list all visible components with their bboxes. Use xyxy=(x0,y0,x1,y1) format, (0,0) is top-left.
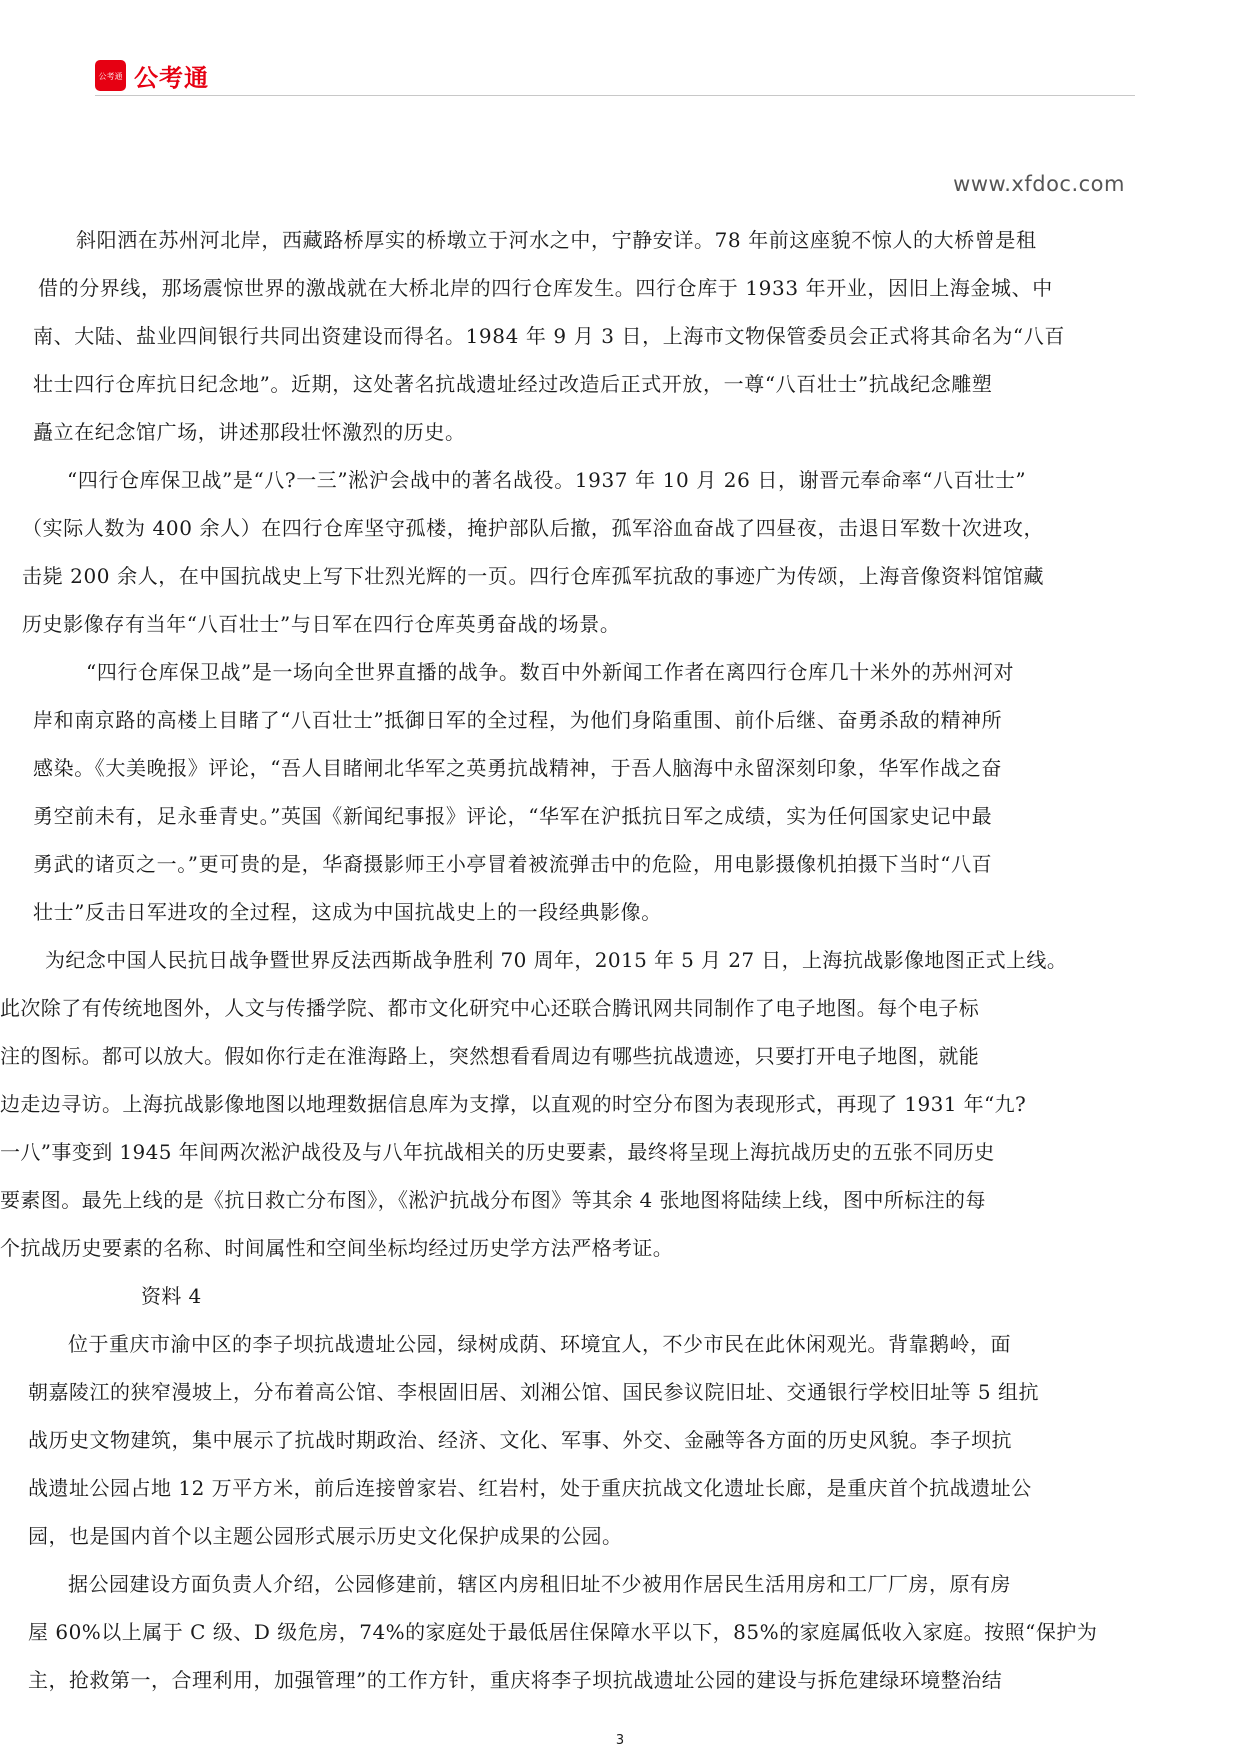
text-line: 个抗战历史要素的名称、时间属性和空间坐标均经过历史学方法严格考证。 xyxy=(0,1236,674,1260)
text-line: （实际人数为 400 余人）在四行仓库坚守孤楼，掩护部队后撤，孤军浴血奋战了四昼夜，击退日军数十次进攻， xyxy=(22,516,1045,540)
text-line: 矗立在纪念馆广场，讲述那段壮怀激烈的历史。 xyxy=(33,420,466,444)
text-line: “四行仓库保卫战”是“八?一三”淞沪会战中的著名战役。1937 年 10 月 26 日，谢晋元奉命率“八百壮士” xyxy=(67,468,1027,492)
text-line: 壮士”反击日军进攻的全过程，这成为中国抗战史上的一段经典影像。 xyxy=(33,900,662,924)
text-line: 勇武的诸页之一。”更可贵的是，华裔摄影师王小亭冒着被流弹击中的危险，用电影摄像机拍摄下当时“八百 xyxy=(33,852,993,876)
text-line: 借的分界线，那场震惊世界的激战就在大桥北岸的四行仓库发生。四行仓库于 1933 年开业，因旧上海金城、中 xyxy=(38,276,1053,300)
page-number: 3 xyxy=(615,1733,625,1748)
text-line: 勇空前未有，足永垂青史。”英国《新闻纪事报》评论，“华军在沪抵抗日军之成绩，实为任何国家史记中最 xyxy=(33,804,993,828)
logo xyxy=(95,58,209,93)
text-line: 主，抢救第一，合理利用，加强管理”的工作方针，重庆将李子坝抗战遗址公园的建设与拆危建绿环境整治结 xyxy=(28,1668,1003,1692)
text-line: 注的图标。都可以放大。假如你行走在淮海路上，突然想看看周边有哪些抗战遗迹，只要打开电子地图，就能 xyxy=(0,1044,980,1068)
text-line: 壮士四行仓库抗日纪念地”。近期，这处著名抗战遗址经过改造后正式开放，一尊“八百壮士”抗战纪念雕塑 xyxy=(33,372,993,396)
text-line: 此次除了有传统地图外，人文与传播学院、都市文化研究中心还联合腾讯网共同制作了电子地图。每个电子标 xyxy=(0,996,980,1020)
text-line: 屋 60%以上属于 C 级、D 级危房，74%的家庭处于最低居住保障水平以下，85%的家庭属低收入家庭。按照“保护为 xyxy=(28,1620,1098,1644)
text-line: 为纪念中国人民抗日战争暨世界反法西斯战争胜利 70 周年，2015 年 5 月 27 日，上海抗战影像地图正式上线。 xyxy=(45,948,1068,972)
text-line: 历史影像存有当年“八百壮士”与日军在四行仓库英勇奋战的场景。 xyxy=(22,612,621,636)
logo-text: 公考通 xyxy=(134,64,209,92)
text-line: “四行仓库保卫战”是一场向全世界直播的战争。数百中外新闻工作者在离四行仓库几十米外的苏州河对 xyxy=(86,660,1015,684)
text-line: 要素图。最先上线的是《抗日救亡分布图》，《淞沪抗战分布图》等其余 4 张地图将陆续上线，图中所标注的每 xyxy=(0,1188,986,1212)
text-line: 感染。《大美晚报》评论，“吾人目睹闸北华军之英勇抗战精神，于吾人脑海中永留深刻印象，华军作战之奋 xyxy=(33,756,1003,780)
section-heading: 资料 4 xyxy=(141,1284,202,1308)
text-line: 位于重庆市渝中区的李子坝抗战遗址公园，绿树成荫、环境宜人，不少市民在此休闲观光。背靠鹅岭，面 xyxy=(68,1332,1011,1356)
text-line: 朝嘉陵江的狭窄漫坡上，分布着高公馆、李根固旧居、刘湘公馆、国民参议院旧址、交通银行学校旧址等 5 组抗 xyxy=(28,1380,1039,1404)
text-line: 南、大陆、盐业四间银行共同出资建设而得名。1984 年 9 月 3 日，上海市文物保管委员会正式将其命名为“八百 xyxy=(33,324,1065,348)
text-line: 一八”事变到 1945 年间两次淞沪战役及与八年抗战相关的历史要素，最终将呈现上海抗战历史的五张不同历史 xyxy=(0,1140,995,1164)
text-line: 边走边寻访。上海抗战影像地图以地理数据信息库为支撑，以直观的时空分布图为表现形式，再现了 1931 年“九? xyxy=(0,1092,1027,1116)
text-line: 据公园建设方面负责人介绍，公园修建前，辖区内房租旧址不少被用作居民生活用房和工厂厂房，原有房 xyxy=(68,1572,1011,1596)
text-line: 战遗址公园占地 12 万平方米，前后连接曾家岩、红岩村，处于重庆抗战文化遗址长廊，是重庆首个抗战遗址公 xyxy=(28,1476,1032,1500)
text-line: 园，也是国内首个以主题公园形式展示历史文化保护成果的公园。 xyxy=(28,1524,623,1548)
text-line: 战历史文物建筑，集中展示了抗战时期政治、经济、文化、军事、外交、金融等各方面的历史风貌。李子坝抗 xyxy=(28,1428,1012,1452)
text-line: 击毙 200 余人，在中国抗战史上写下壮烈光辉的一页。四行仓库孤军抗敌的事迹广为传颂，上海音像资料馆馆藏 xyxy=(22,564,1045,588)
site-url: www.xfdoc.com xyxy=(953,172,1125,196)
text-line: 岸和南京路的高楼上目睹了“八百壮士”抵御日军的全过程，为他们身陷重围、前仆后继、奋勇杀敌的精神所 xyxy=(33,708,1003,732)
logo-mark-icon: 公考通 xyxy=(95,60,126,91)
header-divider xyxy=(95,95,1135,96)
text-line: 斜阳洒在苏州河北岸，西藏路桥厚实的桥墩立于河水之中，宁静安详。78 年前这座貌不惊人的大桥曾是租 xyxy=(76,228,1037,252)
